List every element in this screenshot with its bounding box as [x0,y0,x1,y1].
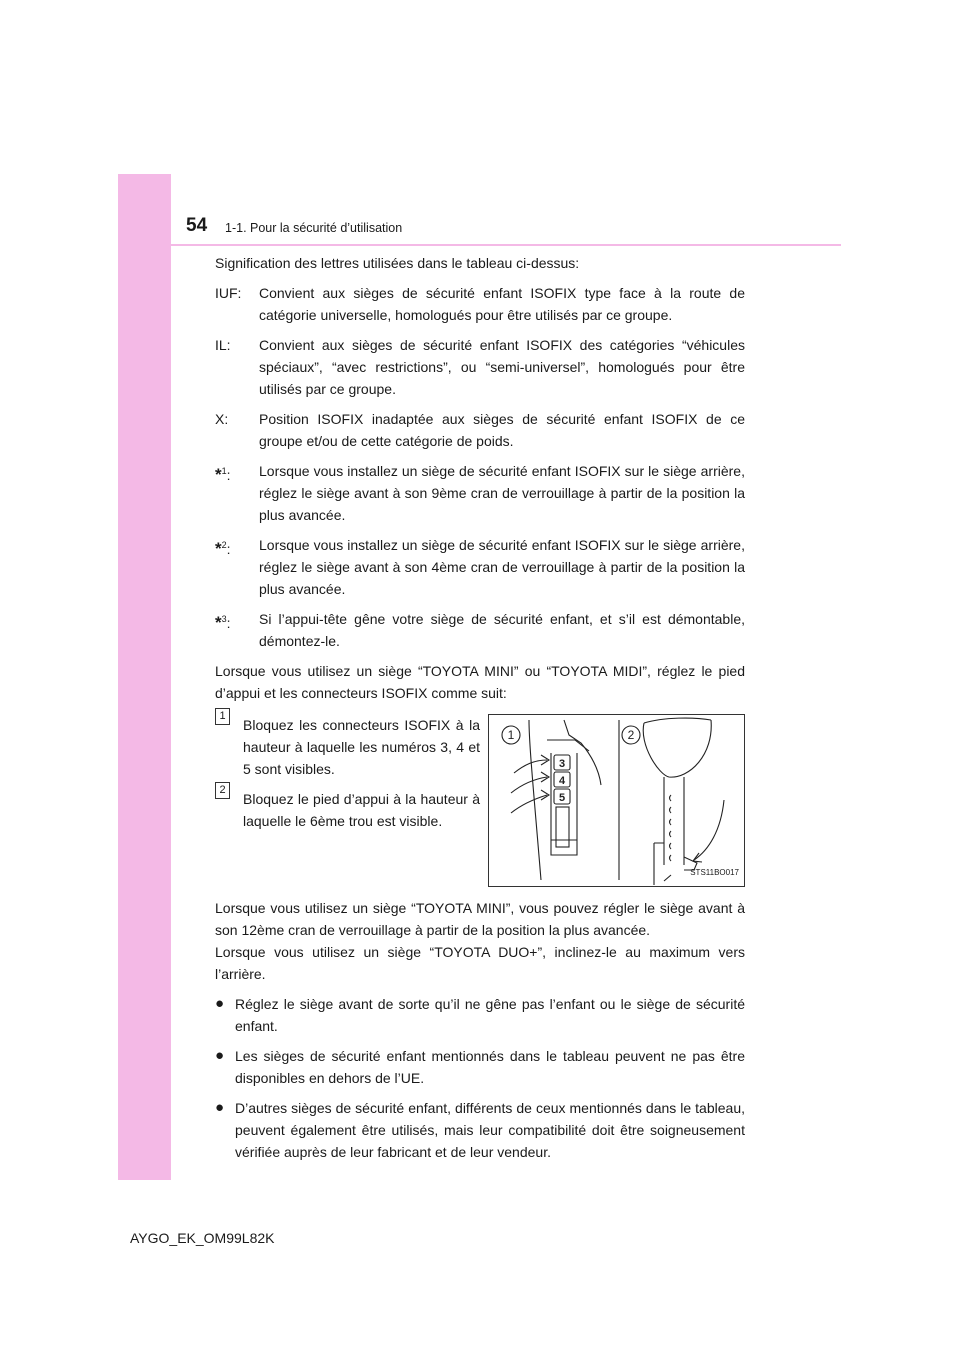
bullet-item [215,1045,745,1089]
bullet-dot: ● [215,995,225,1012]
step-1 [215,710,480,780]
bullet-dot: ● [215,1099,225,1116]
bullet-text: Réglez le siège avant de sorte qu’il ne gêne pas l’enfant ou le siège de sécurité enfant. [235,996,745,1034]
definition-key: X: [215,411,229,427]
sidebar-band [118,174,171,1180]
note-marker: *$^3$: [215,613,231,632]
step-2 [215,784,480,832]
page-number: 54 [186,215,208,236]
page-content [215,252,745,1163]
toyota-duo-note: Lorsque vous utilisez un siège “TOYOTA DUO+”, inclinez-le au maximum vers l’arrière. [215,944,745,982]
figure-label-2: 2 [627,728,635,742]
connector-number-4: 4 [558,775,566,787]
toyota-mini-note: Lorsque vous utilisez un siège “TOYOTA MINI”, vous pouvez régler le siège avant à son 12ème cran de verrouillage à partir de la position la plus avancée. [215,900,745,938]
note-marker: *$^1$: [215,465,231,484]
isofix-drawing [489,715,744,886]
isofix-illustration [488,714,745,887]
definition-x [215,408,745,452]
definition-key: IL: [215,337,231,353]
note-text: Si l’appui-tête gêne votre siège de sécurité enfant, et s’il est démontable, démontez-le. [259,611,745,649]
note-1 [215,460,745,526]
note-3 [215,608,745,652]
connector-number-3: 3 [558,758,566,770]
bullet-text: D’autres sièges de sécurité enfant, différents de ceux mentionnés dans le tableau, peuvent également être utilisés, mais leur compatibilité doit être soigneusement vérifiée auprès de leur fabricant et de leur vendeur. [235,1100,745,1160]
steps-list [215,710,480,832]
note-text: Lorsque vous installez un siège de sécurité enfant ISOFIX sur le siège arrière, réglez le siège avant à son 4ème cran de verrouillage à partir de la position la plus avancée. [259,537,745,597]
note-text: Lorsque vous installez un siège de sécurité enfant ISOFIX sur le siège arrière, réglez le siège avant à son 9ème cran de verrouillage à partir de la position la plus avancée. [259,463,745,523]
footer-code: AYGO_EK_OM99L82K [130,1230,275,1246]
note-2 [215,534,745,600]
bullet-item [215,993,745,1037]
definition-iuf [215,282,745,326]
bullet-item [215,1097,745,1163]
toyota-intro: Lorsque vous utilisez un siège “TOYOTA MINI” ou “TOYOTA MIDI”, réglez le pied d’appui et les connecteurs ISOFIX comme suit: [215,663,745,701]
definition-il [215,334,745,400]
note-marker: *$^2$: [215,539,231,558]
figure-code: STS11BO017 [690,868,739,877]
bullet-dot: ● [215,1047,225,1064]
figure-area [215,710,745,887]
section-title: 1-1. Pour la sécurité d’utilisation [225,221,403,235]
definitions-intro: Signification des lettres utilisées dans le tableau ci-dessus: [215,255,580,271]
bullet-text: Les sièges de sécurité enfant mentionnés dans le tableau peuvent ne pas être disponibles en dehors de l’UE. [235,1048,745,1086]
definition-text: Position ISOFIX inadaptée aux sièges de sécurité enfant ISOFIX de ce groupe et/ou de cette catégorie de poids. [259,411,745,449]
definition-text: Convient aux sièges de sécurité enfant ISOFIX type face à la route de catégorie universelle, homologués pour être utilisés par ce groupe. [259,285,745,323]
definition-text: Convient aux sièges de sécurité enfant ISOFIX des catégories “véhicules spéciaux”, “avec restrictions”, ou “semi-universel”, homologués pour être utilisés par ce groupe. [259,337,745,397]
step-number: 2 [215,782,230,799]
definition-key: IUF: [215,285,242,301]
connector-number-5: 5 [558,792,566,804]
header-rule [171,244,841,246]
step-text: Bloquez les connecteurs ISOFIX à la hauteur à laquelle les numéros 3, 4 et 5 sont visibles. [243,717,480,777]
step-number: 1 [215,708,230,725]
step-text: Bloquez le pied d’appui à la hauteur à laquelle le 6ème trou est visible. [243,791,480,829]
figure-label-1: 1 [507,728,515,742]
